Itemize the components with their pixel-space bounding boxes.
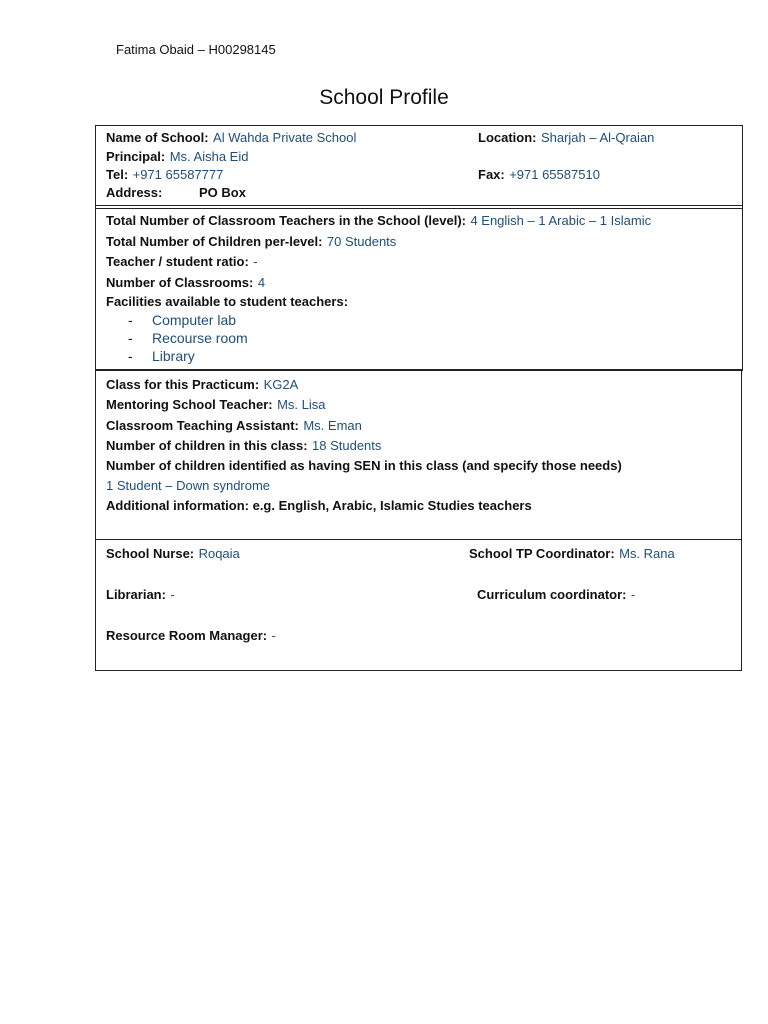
- class-value: KG2A: [263, 377, 299, 392]
- classrooms-label: Number of Classrooms:: [106, 275, 254, 290]
- children-label: Total Number of Children per-level:: [106, 234, 323, 249]
- resource-row: [106, 627, 276, 645]
- mentor-value: Ms. Lisa: [277, 397, 326, 412]
- tel-row: [106, 166, 223, 184]
- facility-item: Computer lab: [152, 312, 237, 328]
- assistant-value: Ms. Eman: [303, 418, 362, 433]
- nurse-label: School Nurse:: [106, 546, 195, 561]
- tp-value: Ms. Rana: [619, 546, 675, 561]
- nurse-row: [106, 545, 240, 563]
- children-row: [106, 233, 396, 251]
- classrooms-row: [106, 274, 265, 292]
- address-label: Address:: [106, 185, 163, 200]
- resource-value: -: [271, 628, 276, 643]
- principal-value: Ms. Aisha Eid: [169, 149, 249, 164]
- facility-item: Library: [152, 348, 195, 364]
- tel-value: +971 65587777: [132, 167, 224, 182]
- librarian-value: -: [170, 587, 175, 602]
- nurse-value: Roqaia: [198, 546, 240, 561]
- librarian-label: Librarian:: [106, 587, 166, 602]
- address-value: PO Box: [199, 185, 246, 200]
- principal-label: Principal:: [106, 149, 166, 164]
- page-title: School Profile: [319, 86, 449, 109]
- facilities-label: Facilities available to student teachers:: [106, 294, 349, 309]
- assistant-label: Classroom Teaching Assistant:: [106, 418, 299, 433]
- additional-info: Additional information: e.g. English, Arabic, Islamic Studies teachers: [106, 498, 532, 513]
- classrooms-value: 4: [257, 275, 266, 290]
- bullet-dash: -: [128, 312, 133, 328]
- librarian-row: [106, 586, 175, 604]
- tp-row: [469, 545, 675, 563]
- fax-value: +971 65587510: [509, 167, 600, 182]
- count-value: 18 Students: [312, 438, 382, 453]
- curriculum-label: Curriculum coordinator:: [477, 587, 627, 602]
- count-row: [106, 437, 381, 455]
- bullet-dash: -: [128, 330, 133, 346]
- class-label: Class for this Practicum:: [106, 377, 260, 392]
- class-row: [106, 376, 298, 394]
- mentor-row: [106, 396, 325, 414]
- curriculum-value: -: [630, 587, 636, 602]
- sen-label: Number of children identified as having SEN in this class (and specify those needs): [106, 458, 622, 473]
- ratio-value: -: [253, 254, 258, 269]
- fax-row: [478, 166, 600, 184]
- teachers-row: [106, 212, 651, 230]
- fax-label: Fax:: [478, 167, 505, 182]
- school-name-label: Name of School:: [106, 130, 209, 145]
- curriculum-row: [477, 586, 635, 604]
- location-label: Location:: [478, 130, 537, 145]
- principal-row: [106, 148, 248, 166]
- resource-label: Resource Room Manager:: [106, 628, 268, 643]
- assistant-row: [106, 417, 362, 435]
- facility-item: Recourse room: [152, 330, 248, 346]
- location-row: [478, 129, 654, 147]
- school-name-row: [106, 129, 356, 147]
- count-label: Number of children in this class:: [106, 438, 308, 453]
- sen-value: 1 Student – Down syndrome: [106, 478, 271, 493]
- location-value: Sharjah – Al-Qraian: [540, 130, 655, 145]
- author-line: Fatima Obaid – H00298145: [116, 42, 276, 57]
- teachers-label: Total Number of Classroom Teachers in the School (level):: [106, 213, 466, 228]
- children-value: 70 Students: [326, 234, 397, 249]
- ratio-row: [106, 253, 258, 271]
- bullet-dash: -: [128, 348, 133, 364]
- tp-label: School TP Coordinator:: [469, 546, 615, 561]
- tel-label: Tel:: [106, 167, 129, 182]
- teachers-value: 4 English – 1 Arabic – 1 Islamic: [470, 213, 652, 228]
- mentor-label: Mentoring School Teacher:: [106, 397, 273, 412]
- school-name-value: Al Wahda Private School: [213, 130, 357, 145]
- ratio-label: Teacher / student ratio:: [106, 254, 249, 269]
